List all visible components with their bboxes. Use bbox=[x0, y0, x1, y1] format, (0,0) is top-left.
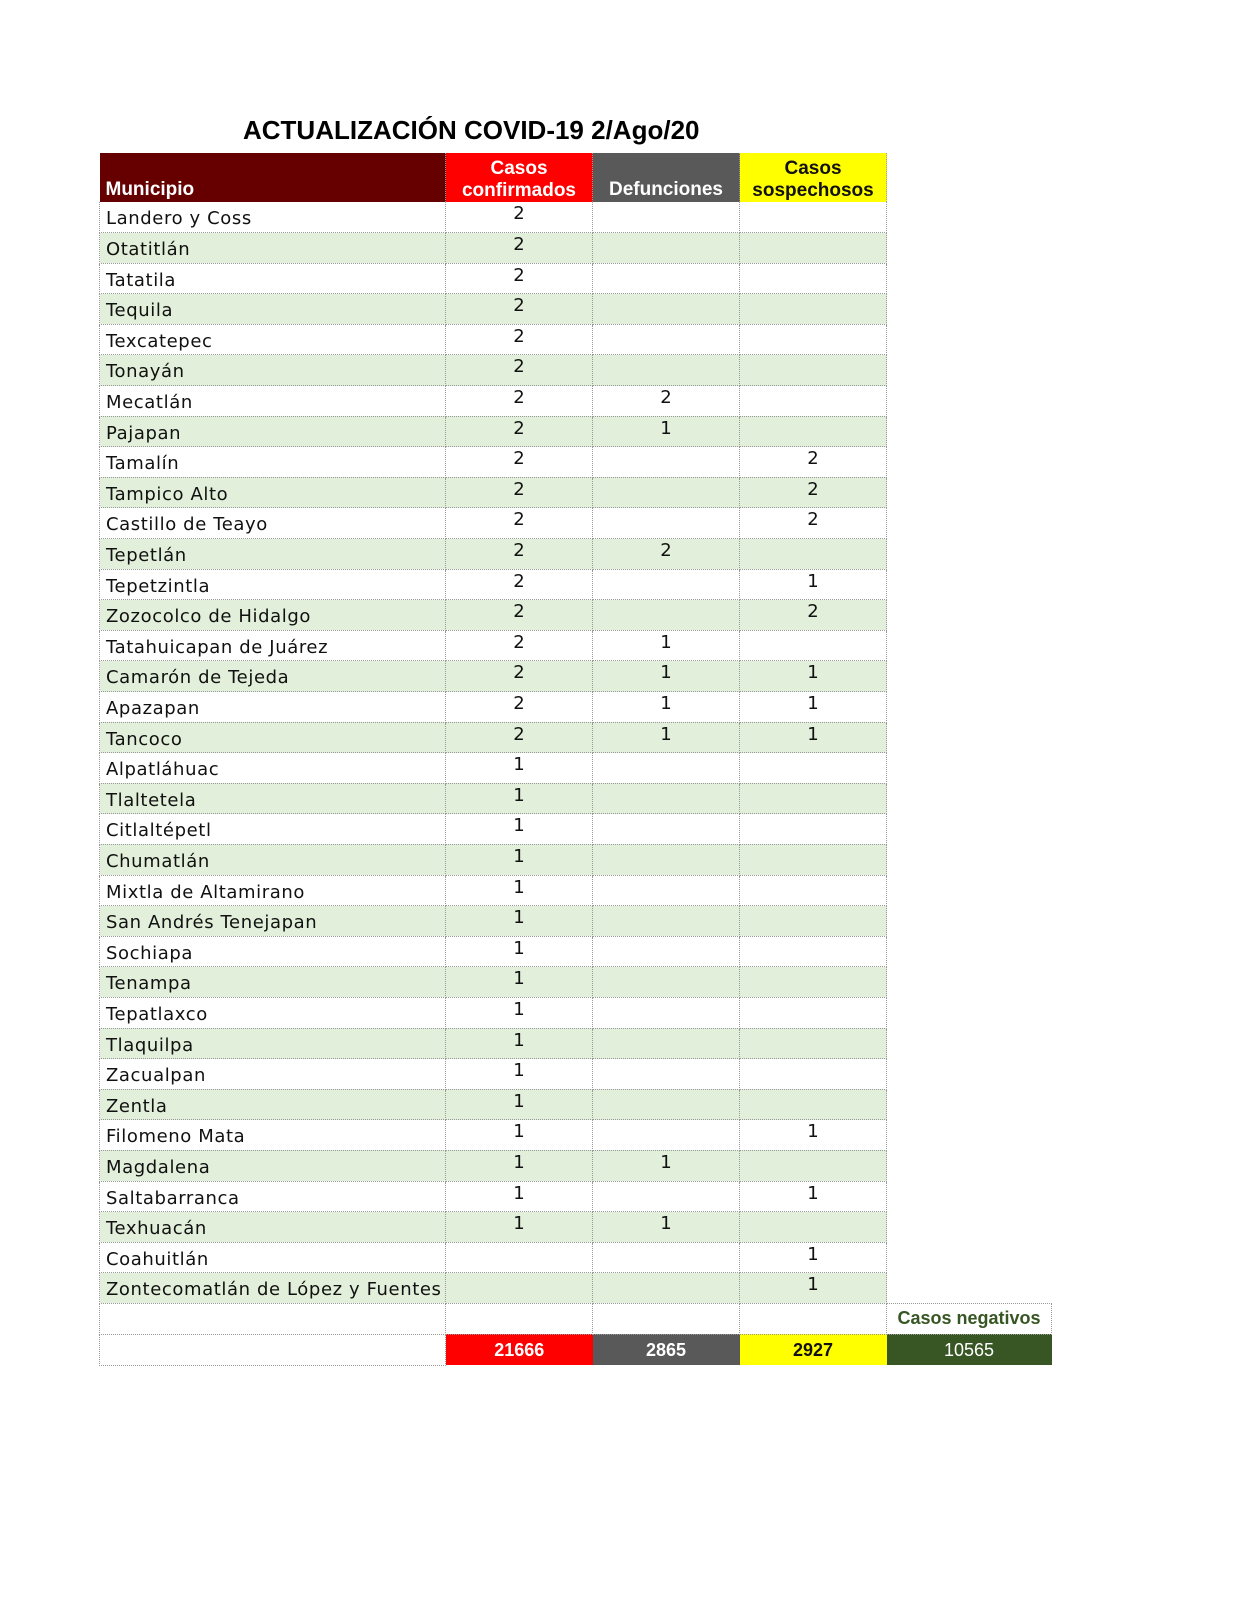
header-defunciones: Defunciones bbox=[593, 153, 740, 202]
confirmados-cell: 2 bbox=[446, 661, 593, 692]
header-casos-confirmados: Casos confirmados bbox=[446, 153, 593, 202]
defunciones-cell bbox=[593, 233, 740, 264]
sospechosos-cell bbox=[740, 814, 887, 845]
sospechosos-cell: 1 bbox=[740, 1242, 887, 1273]
table-row bbox=[100, 1028, 1052, 1059]
confirmados-cell: 2 bbox=[446, 294, 593, 325]
municipio-cell: Zacualpan bbox=[100, 1059, 446, 1090]
defunciones-cell bbox=[593, 447, 740, 478]
defunciones-cell bbox=[593, 1273, 740, 1304]
table-row bbox=[100, 386, 1052, 417]
sospechosos-cell bbox=[740, 936, 887, 967]
table-row bbox=[100, 447, 1052, 478]
municipio-cell: Landero y Coss bbox=[100, 202, 446, 233]
municipio-cell: Zozocolco de Hidalgo bbox=[100, 600, 446, 631]
defunciones-cell bbox=[593, 1181, 740, 1212]
confirmados-cell: 1 bbox=[446, 1028, 593, 1059]
defunciones-cell bbox=[593, 1120, 740, 1151]
defunciones-cell bbox=[593, 783, 740, 814]
table-row bbox=[100, 1181, 1052, 1212]
municipio-cell: Tepetlán bbox=[100, 539, 446, 570]
confirmados-cell: 1 bbox=[446, 783, 593, 814]
table-row bbox=[100, 967, 1052, 998]
table-row bbox=[100, 997, 1052, 1028]
sospechosos-cell bbox=[740, 1059, 887, 1090]
defunciones-cell: 2 bbox=[593, 386, 740, 417]
sospechosos-cell: 2 bbox=[740, 600, 887, 631]
confirmados-cell: 1 bbox=[446, 1150, 593, 1181]
total-confirmados: 21666 bbox=[446, 1334, 593, 1365]
table-row bbox=[100, 508, 1052, 539]
sospechosos-cell bbox=[740, 783, 887, 814]
confirmados-cell: 2 bbox=[446, 569, 593, 600]
municipio-cell: Camarón de Tejeda bbox=[100, 661, 446, 692]
defunciones-cell bbox=[593, 844, 740, 875]
defunciones-cell bbox=[593, 600, 740, 631]
municipio-cell: Mixtla de Altamirano bbox=[100, 875, 446, 906]
sospechosos-cell bbox=[740, 263, 887, 294]
municipio-cell: Tonayán bbox=[100, 355, 446, 386]
defunciones-cell: 1 bbox=[593, 1212, 740, 1243]
table-row bbox=[100, 294, 1052, 325]
defunciones-cell bbox=[593, 569, 740, 600]
defunciones-cell bbox=[593, 997, 740, 1028]
defunciones-cell: 1 bbox=[593, 692, 740, 723]
municipio-cell: Tepetzintla bbox=[100, 569, 446, 600]
table-row bbox=[100, 600, 1052, 631]
confirmados-cell: 2 bbox=[446, 202, 593, 233]
table-row bbox=[100, 324, 1052, 355]
municipio-cell: Texcatepec bbox=[100, 324, 446, 355]
table-row bbox=[100, 630, 1052, 661]
total-sospechosos: 2927 bbox=[740, 1334, 887, 1365]
municipio-cell: Tatatila bbox=[100, 263, 446, 294]
sospechosos-cell bbox=[740, 1212, 887, 1243]
defunciones-cell bbox=[593, 324, 740, 355]
defunciones-cell bbox=[593, 906, 740, 937]
sospechosos-cell bbox=[740, 324, 887, 355]
confirmados-cell: 2 bbox=[446, 386, 593, 417]
municipio-cell: Saltabarranca bbox=[100, 1181, 446, 1212]
sospechosos-cell bbox=[740, 1089, 887, 1120]
confirmados-cell: 1 bbox=[446, 875, 593, 906]
sospechosos-cell: 1 bbox=[740, 692, 887, 723]
covid-table bbox=[99, 153, 1052, 1366]
table-row bbox=[100, 1242, 1052, 1273]
confirmados-cell: 1 bbox=[446, 1089, 593, 1120]
municipio-cell: Coahuitlán bbox=[100, 1242, 446, 1273]
municipio-cell: Citlaltépetl bbox=[100, 814, 446, 845]
sospechosos-cell bbox=[740, 539, 887, 570]
defunciones-cell bbox=[593, 1059, 740, 1090]
total-negativos: 10565 bbox=[887, 1334, 1052, 1365]
defunciones-cell: 1 bbox=[593, 416, 740, 447]
sospechosos-cell bbox=[740, 1150, 887, 1181]
municipio-cell: San Andrés Tenejapan bbox=[100, 906, 446, 937]
confirmados-cell: 1 bbox=[446, 1120, 593, 1151]
sospechosos-cell bbox=[740, 875, 887, 906]
table-row bbox=[100, 906, 1052, 937]
sospechosos-cell bbox=[740, 294, 887, 325]
defunciones-cell bbox=[593, 967, 740, 998]
sospechosos-cell bbox=[740, 355, 887, 386]
sospechosos-cell: 1 bbox=[740, 1181, 887, 1212]
defunciones-cell bbox=[593, 753, 740, 784]
defunciones-cell bbox=[593, 263, 740, 294]
confirmados-cell: 2 bbox=[446, 263, 593, 294]
sospechosos-cell bbox=[740, 967, 887, 998]
table-row bbox=[100, 661, 1052, 692]
table-row bbox=[100, 1120, 1052, 1151]
confirmados-cell: 2 bbox=[446, 630, 593, 661]
table-row bbox=[100, 1089, 1052, 1120]
defunciones-cell bbox=[593, 1242, 740, 1273]
defunciones-cell: 1 bbox=[593, 661, 740, 692]
sospechosos-cell: 1 bbox=[740, 1120, 887, 1151]
confirmados-cell bbox=[446, 1273, 593, 1304]
header-casos-sospechosos: Casos sospechosos bbox=[740, 153, 887, 202]
sospechosos-cell bbox=[740, 416, 887, 447]
table-row bbox=[100, 1273, 1052, 1304]
table-row bbox=[100, 722, 1052, 753]
table-row bbox=[100, 783, 1052, 814]
defunciones-cell bbox=[593, 875, 740, 906]
municipio-cell: Tatahuicapan de Juárez bbox=[100, 630, 446, 661]
confirmados-cell: 1 bbox=[446, 814, 593, 845]
municipio-cell: Castillo de Teayo bbox=[100, 508, 446, 539]
table-row bbox=[100, 416, 1052, 447]
table-row bbox=[100, 844, 1052, 875]
table-row bbox=[100, 1150, 1052, 1181]
table-row bbox=[100, 477, 1052, 508]
defunciones-cell bbox=[593, 355, 740, 386]
table-row bbox=[100, 1212, 1052, 1243]
municipio-cell: Filomeno Mata bbox=[100, 1120, 446, 1151]
sospechosos-cell: 1 bbox=[740, 661, 887, 692]
defunciones-cell bbox=[593, 1089, 740, 1120]
confirmados-cell: 2 bbox=[446, 324, 593, 355]
defunciones-cell: 1 bbox=[593, 1150, 740, 1181]
header-casos-negativos: Casos negativos bbox=[887, 1303, 1052, 1334]
municipio-cell: Texhuacán bbox=[100, 1212, 446, 1243]
municipio-cell: Chumatlán bbox=[100, 844, 446, 875]
sospechosos-cell bbox=[740, 1028, 887, 1059]
sospechosos-cell bbox=[740, 753, 887, 784]
defunciones-cell bbox=[593, 936, 740, 967]
confirmados-cell: 1 bbox=[446, 967, 593, 998]
sospechosos-cell bbox=[740, 233, 887, 264]
municipio-cell: Tequila bbox=[100, 294, 446, 325]
confirmados-cell: 2 bbox=[446, 539, 593, 570]
defunciones-cell bbox=[593, 294, 740, 325]
defunciones-cell: 1 bbox=[593, 722, 740, 753]
confirmados-cell: 2 bbox=[446, 416, 593, 447]
header-municipio: Municipio bbox=[100, 153, 446, 202]
table-row bbox=[100, 875, 1052, 906]
sospechosos-cell bbox=[740, 997, 887, 1028]
sospechosos-cell bbox=[740, 630, 887, 661]
defunciones-cell bbox=[593, 508, 740, 539]
confirmados-cell: 1 bbox=[446, 1212, 593, 1243]
confirmados-cell: 2 bbox=[446, 355, 593, 386]
table-row bbox=[100, 202, 1052, 233]
sospechosos-cell bbox=[740, 844, 887, 875]
confirmados-cell: 2 bbox=[446, 692, 593, 723]
municipio-cell: Pajapan bbox=[100, 416, 446, 447]
confirmados-cell: 2 bbox=[446, 722, 593, 753]
sospechosos-cell: 1 bbox=[740, 1273, 887, 1304]
defunciones-cell bbox=[593, 814, 740, 845]
municipio-cell: Tenampa bbox=[100, 967, 446, 998]
sospechosos-cell: 2 bbox=[740, 508, 887, 539]
municipio-cell: Tepatlaxco bbox=[100, 997, 446, 1028]
sospechosos-cell: 2 bbox=[740, 477, 887, 508]
confirmados-cell: 2 bbox=[446, 600, 593, 631]
sospechosos-cell: 2 bbox=[740, 447, 887, 478]
table-body bbox=[100, 202, 1052, 1303]
municipio-cell: Alpatláhuac bbox=[100, 753, 446, 784]
table-row bbox=[100, 355, 1052, 386]
municipio-cell: Mecatlán bbox=[100, 386, 446, 417]
confirmados-cell bbox=[446, 1242, 593, 1273]
confirmados-cell: 1 bbox=[446, 1181, 593, 1212]
municipio-cell: Tlaltetela bbox=[100, 783, 446, 814]
municipio-cell: Zentla bbox=[100, 1089, 446, 1120]
confirmados-cell: 2 bbox=[446, 508, 593, 539]
confirmados-cell: 2 bbox=[446, 447, 593, 478]
table-row bbox=[100, 233, 1052, 264]
confirmados-cell: 1 bbox=[446, 844, 593, 875]
table-row bbox=[100, 569, 1052, 600]
total-defunciones: 2865 bbox=[593, 1334, 740, 1365]
defunciones-cell bbox=[593, 1028, 740, 1059]
table-row bbox=[100, 753, 1052, 784]
table-row bbox=[100, 814, 1052, 845]
sospechosos-cell: 1 bbox=[740, 569, 887, 600]
municipio-cell: Magdalena bbox=[100, 1150, 446, 1181]
confirmados-cell: 1 bbox=[446, 906, 593, 937]
municipio-cell: Otatitlán bbox=[100, 233, 446, 264]
defunciones-cell: 2 bbox=[593, 539, 740, 570]
municipio-cell: Zontecomatlán de López y Fuentes bbox=[100, 1273, 446, 1304]
defunciones-cell bbox=[593, 477, 740, 508]
table-row bbox=[100, 539, 1052, 570]
sospechosos-cell: 1 bbox=[740, 722, 887, 753]
defunciones-cell bbox=[593, 202, 740, 233]
sospechosos-cell bbox=[740, 202, 887, 233]
municipio-cell: Tampico Alto bbox=[100, 477, 446, 508]
sospechosos-cell bbox=[740, 386, 887, 417]
table-row bbox=[100, 263, 1052, 294]
confirmados-cell: 2 bbox=[446, 233, 593, 264]
municipio-cell: Apazapan bbox=[100, 692, 446, 723]
municipio-cell: Tamalín bbox=[100, 447, 446, 478]
table-row bbox=[100, 1059, 1052, 1090]
confirmados-cell: 1 bbox=[446, 997, 593, 1028]
defunciones-cell: 1 bbox=[593, 630, 740, 661]
table-row bbox=[100, 692, 1052, 723]
page-title: ACTUALIZACIÓN COVID-19 2/Ago/20 bbox=[243, 115, 700, 145]
table-row bbox=[100, 936, 1052, 967]
confirmados-cell: 2 bbox=[446, 477, 593, 508]
municipio-cell: Tlaquilpa bbox=[100, 1028, 446, 1059]
confirmados-cell: 1 bbox=[446, 1059, 593, 1090]
confirmados-cell: 1 bbox=[446, 753, 593, 784]
municipio-cell: Sochiapa bbox=[100, 936, 446, 967]
sospechosos-cell bbox=[740, 906, 887, 937]
municipio-cell: Tancoco bbox=[100, 722, 446, 753]
confirmados-cell: 1 bbox=[446, 936, 593, 967]
